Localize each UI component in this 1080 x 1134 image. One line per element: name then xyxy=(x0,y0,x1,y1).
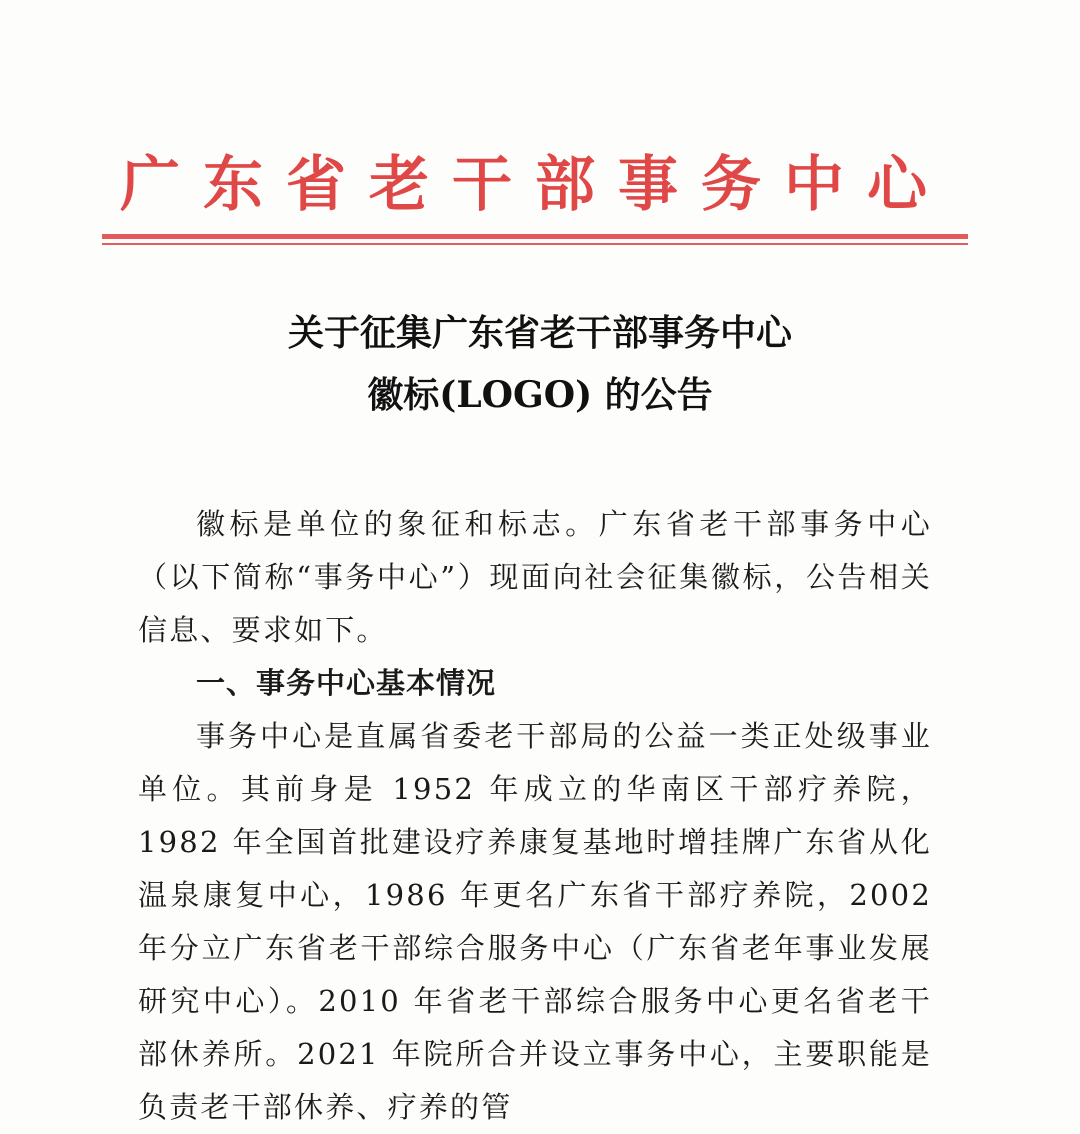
document-title-line2: 徽标(LOGO) 的公告 xyxy=(367,374,713,416)
section-heading: 一、事务中心基本情况 xyxy=(196,666,497,700)
letterhead-title: 广东省老干部事务中心 xyxy=(120,150,950,220)
letterhead-rule-thin xyxy=(102,243,968,245)
document-body xyxy=(138,498,932,1134)
letterhead-rule-thick xyxy=(102,234,968,239)
document-title-line1: 关于征集广东省老干部事务中心 xyxy=(287,312,792,354)
document-title xyxy=(130,302,950,426)
section-paragraph: 事务中心是直属省委老干部局的公益一类正处级事业单位。其前身是 1952 年成立的华南区干部疗养院，1982 年全国首批建设疗养康复基地时增挂牌广东省从化温泉康复中心，1986 年更名广东省干部疗养院，2002 年分立广东省老干部综合服务中心（广东省老年事业发展研究中心）。2010 年省老干部综合服务中心更名省老干部休养所。2021 年院所合并设立事务中心，主要职能是负责老干部休养、疗养的管 xyxy=(138,719,932,1124)
intro-paragraph: 徽标是单位的象征和标志。广东省老干部事务中心（以下简称“事务中心”）现面向社会征集徽标，公告相关信息、要求如下。 xyxy=(138,507,932,647)
